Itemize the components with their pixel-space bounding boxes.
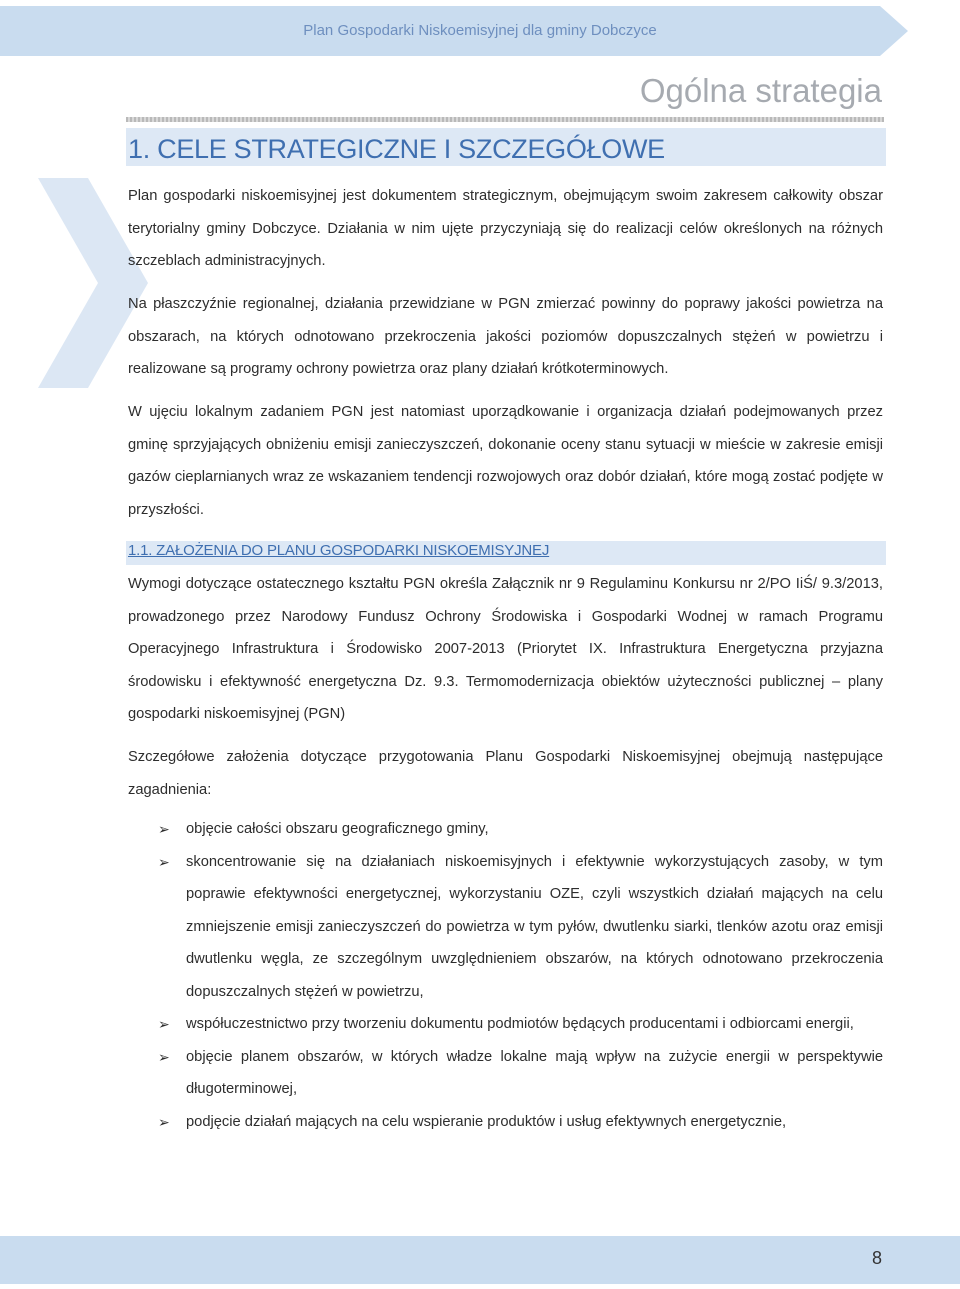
arrowhead-icon: ➢	[158, 1113, 170, 1130]
paragraph-regional: Na płaszczyźnie regionalnej, działania przewidziane w PGN zmierzać powinny do poprawy jakości powietrza na obszarach, na których odnotowano przekroczenia jakości poziomów dopuszczalnych stężeń w powietrzu i realizowane są programy ochrony powietrza oraz plany działań krótkoterminowych.	[128, 296, 883, 377]
section-heading: 1.1. ZAŁOŻENIA DO PLANU GOSPODARKI NISKOEMISYJNEJ	[128, 542, 550, 559]
page-number: 8	[871, 1248, 882, 1268]
list-item-text: skoncentrowanie się na działaniach niskoemisyjnych i efektywnie wykorzystujących zasoby, w tym poprawie efektywności energetycznej, wykorzystaniu OZE, czyli wszystkich działań mających na celu zmniejszenie emisji zanieczyszczeń do powietrza w tym pyłów, dwutlenku siarki, tlenków azotu oraz emisji dwutlenku węgla, ze szczególnym uwzględnieniem obszarów, na których odnotowano przekroczenia dopuszczalnych stężeń w powietrzu,	[186, 853, 883, 1000]
section-label: Ogólna strategia	[639, 72, 882, 109]
list-item-text: współuczestnictwo przy tworzeniu dokumentu podmiotów będących producentami i odbiorcami energii,	[186, 1016, 854, 1032]
footer-band	[0, 1236, 960, 1284]
paragraph-requirements: Wymogi dotyczące ostatecznego kształtu PGN określa Załącznik nr 9 Regulaminu Konkursu nr 2/PO IiŚ/ 9.3/2013, prowadzonego przez Narodowy Fundusz Ochrony Środowiska i Gospodarki Wodnej w ramach Programu Operacyjnego Infrastruktura i Środowisko 2007-2013 (Priorytet IX. Infrastruktura Energetyczna przyjazna środowisku i efektywność energetyczna Dz. 9.3. Termomodernizacja obiektów użyteczności publicznej – plany gospodarki niskoemisyjnej (PGN)	[128, 576, 883, 722]
arrowhead-icon: ➢	[158, 1048, 170, 1065]
arrowhead-icon: ➢	[158, 821, 170, 837]
list-item-text: objęcie całości obszaru geograficznego gminy,	[186, 821, 489, 837]
chapter-heading: 1. CELE STRATEGICZNE I SZCZEGÓŁOWE	[128, 134, 665, 164]
list-item	[158, 813, 883, 846]
paragraph-local: W ujęciu lokalnym zadaniem PGN jest natomiast uporządkowanie i organizacja działań podejmowanych przez gminę sprzyjających obniżeniu emisji zanieczyszczeń, dokonanie oceny stanu sytuacji w mieście w zakresie emisji gazów cieplarnianych wraz ze wskazaniem tendencji rozwojowych oraz dobór działań, które mogą zostać podjęte w przyszłości.	[128, 404, 883, 518]
list-item	[158, 846, 883, 1009]
list-item-text: podjęcie działań mających na celu wspieranie produktów i usług efektywnych energetycznie,	[186, 1113, 787, 1130]
bullet-list	[158, 813, 883, 1138]
arrowhead-icon: ➢	[158, 853, 170, 870]
arrowhead-icon: ➢	[158, 1016, 170, 1032]
list-item	[158, 1008, 883, 1041]
paragraph-intro: Plan gospodarki niskoemisyjnej jest dokumentem strategicznym, obejmującym swoim zakresem całkowity obszar terytorialny gminy Dobczyce. Działania w nim ujęte przyczyniają się do realizacji celów określonych na różnych szczeblach administracyjnych.	[128, 188, 883, 269]
paragraph-assumptions: Szczegółowe założenia dotyczące przygotowania Planu Gospodarki Niskoemisyjnej obejmują następujące zagadnienia:	[128, 749, 883, 798]
list-item	[158, 1041, 883, 1106]
document-title: Plan Gospodarki Niskoemisyjnej dla gminy Dobczyce	[303, 22, 657, 39]
list-item	[158, 1106, 883, 1139]
list-item-text: objęcie planem obszarów, w których władze lokalne mają wpływ na zużycie energii w perspektywie długoterminowej,	[186, 1048, 883, 1097]
header-rule	[126, 117, 884, 122]
